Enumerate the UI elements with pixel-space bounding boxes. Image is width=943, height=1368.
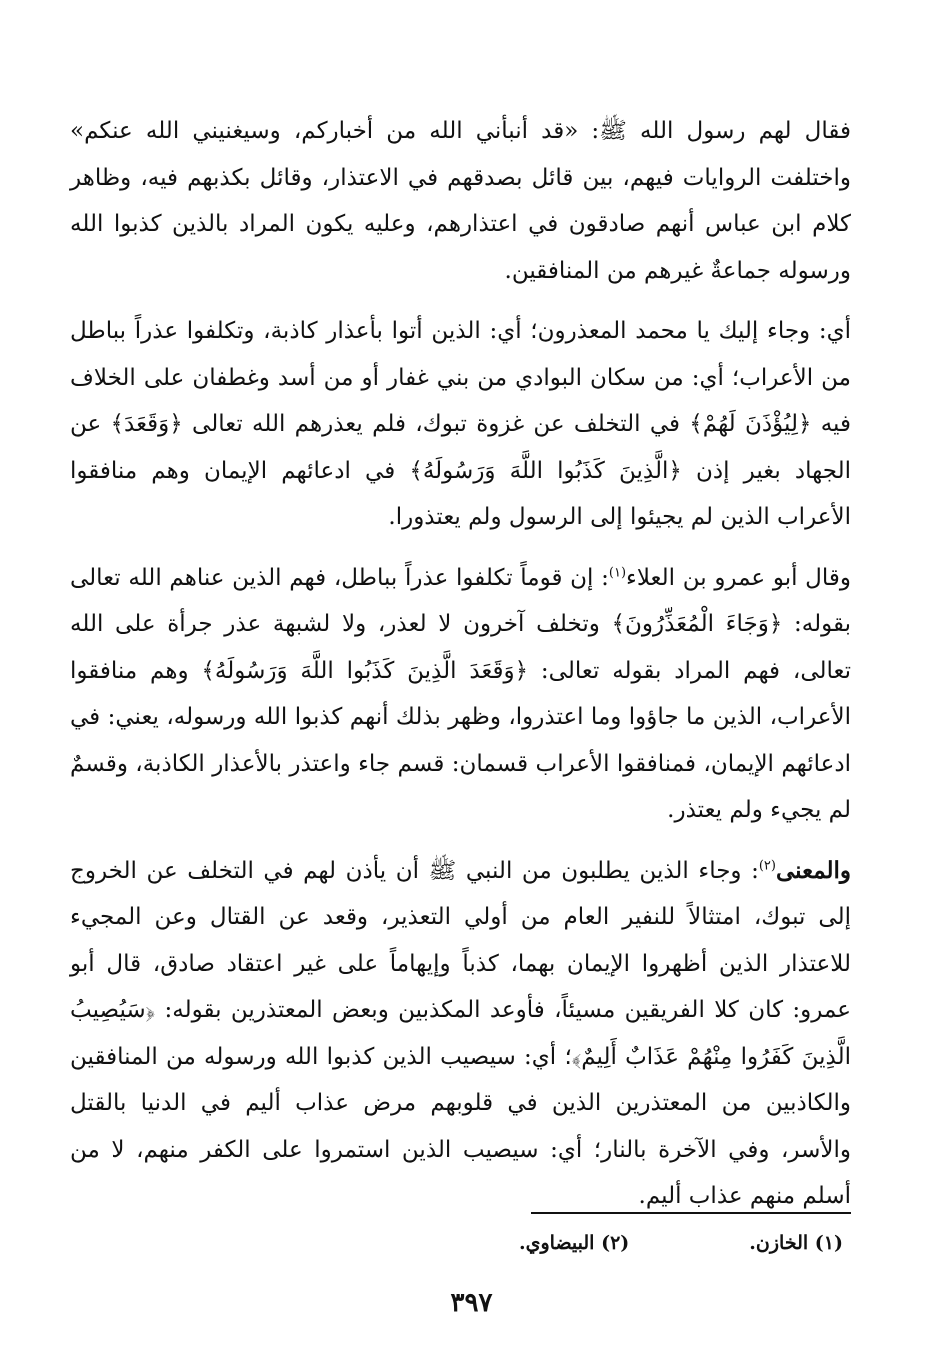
footnote-reference: (٢)	[758, 857, 776, 873]
paragraph-1	[70, 108, 851, 294]
footnote-divider	[531, 1212, 851, 1214]
paragraph-2	[70, 308, 851, 541]
paragraph-text: أي: وجاء إليك يا محمد المعذرون؛ أي: الذين أتوا بأعذار كاذبة، وتكلفوا عذراً بباطل من الأعراب؛ أي: من سكان البوادي من بني غفار أو من أسد وغطفان على الخلاف فيه ﴿لِيُؤْذَنَ لَهُمْ﴾ في التخلف عن غزوة تبوك، فلم يعذرهم الله تعالى ﴿وَقَعَدَ﴾ عن الجهاد بغير إذن ﴿الَّذِينَ كَذَبُوا اللَّهَ وَرَسُولَهُ﴾ في ادعائهم الإيمان وهم منافقوا الأعراب الذين لم يجيئوا إلى الرسول ولم يعتذورا.	[70, 318, 851, 530]
footnote-1: (١) الخازن.	[749, 1232, 843, 1254]
footnotes	[519, 1232, 843, 1254]
paragraph-text-start: وقال أبو عمرو بن العلاء	[626, 564, 851, 591]
page-number: ٣٩٧	[450, 1288, 493, 1318]
footnote-reference: (١)	[608, 564, 627, 580]
paragraph-text: : وجاء الذين يطلبون من النبي ﷺ أن يأذن لهم في التخلف عن الخروج إلى تبوك، امتثالاً للنفير العام من أولي التعذير، وقعد عن القتال وعن المجيء للاعتذار الذين أظهروا الإيمان بهما، كذباً وإيهاماً على غير اعتقاد صادق، قال أبو عمرو: كان كلا الفريقين مسيئاً، فأوعد المكذبين وبعض المعتذرين بقوله: ﴿سَيُصِيبُ الَّذِينَ كَفَرُوا مِنْهُمْ عَذَابٌ أَلِيمٌ﴾؛ أي: سيصيب الذين كذبوا الله ورسوله من المنافقين والكاذبين من المعتذرين الذين في قلوبهم مرض عذاب أليم في الدنيا بالقتل والأسر، وفي الآخرة بالنار؛ أي: سيصيب الذين استمروا على الكفر منهم، لا من أسلم منهم عذاب أليم.	[70, 857, 851, 1209]
paragraph-lead-word: والمعنى	[775, 856, 851, 884]
paragraph-4	[70, 848, 851, 1220]
paragraph-text: فقال لهم رسول الله ﷺ: «قد أنبأني الله من أخباركم، وسيغنيني الله عنكم» واختلفت الروايات فيهم، بين قائل بصدقهم في الاعتذار، وقائل بكذبهم فيه، وظاهر كلام ابن عباس أنهم صادقون في اعتذارهم، وعليه يكون المراد بالذين كذبوا الله ورسوله جماعةٌ غيرهم من المنافقين.	[70, 118, 851, 284]
paragraph-3	[70, 555, 851, 834]
footnote-2: (٢) البيضاوي.	[519, 1232, 630, 1254]
paragraph-text: : إن قوماً تكلفوا عذراً بباطل، فهم الذين عناهم الله تعالى بقوله: ﴿وَجَاءَ الْمُعَذِّرُونَ﴾ وتخلف آخرون لا لعذر، ولا لشبهة عذر جرأة على الله تعالى، فهم المراد بقوله تعالى: ﴿وَقَعَدَ الَّذِينَ كَذَبُوا اللَّهَ وَرَسُولَهُ﴾ وهم منافقوا الأعراب، الذين ما جاؤوا وما اعتذروا، وظهر بذلك أنهم كذبوا الله ورسوله، يعني: في ادعائهم الإيمان، فمنافقوا الأعراب قسمان: قسم جاء واعتذر بالأعذار الكاذبة، وقسمٌ لم يجيء ولم يعتذر.	[70, 564, 851, 823]
page-body	[70, 108, 851, 1368]
